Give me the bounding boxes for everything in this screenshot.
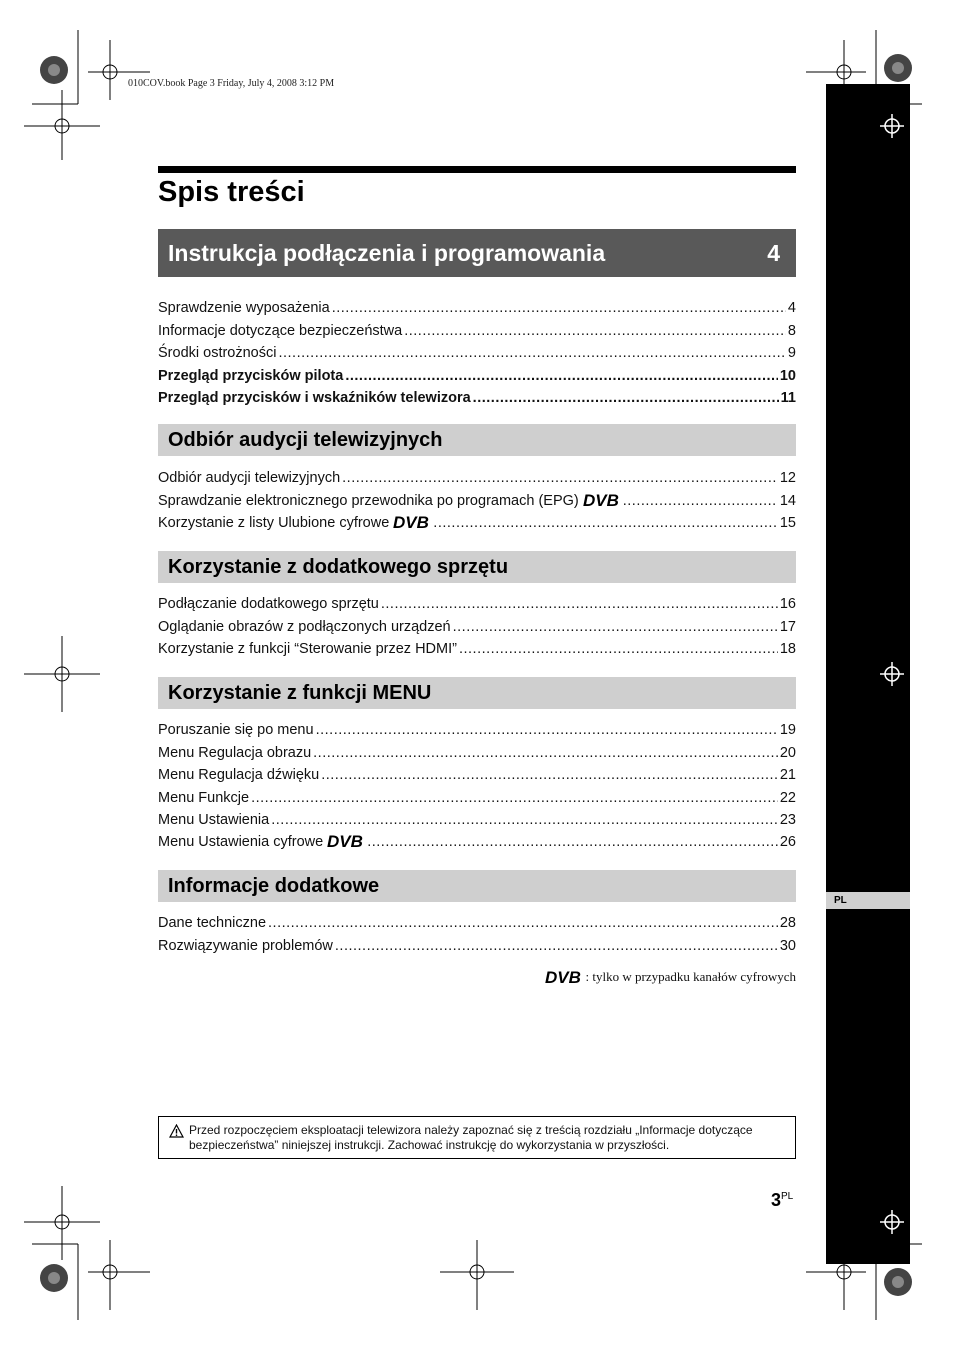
file-info: 010COV.book Page 3 Friday, July 4, 2008 3:12 PM xyxy=(128,78,335,89)
toc-entry[interactable] xyxy=(158,339,796,361)
toc-entry[interactable] xyxy=(158,716,796,738)
toc-entry[interactable] xyxy=(158,828,796,850)
section-title: Korzystanie z funkcji MENU xyxy=(168,681,432,704)
dot-leader xyxy=(345,368,778,384)
toc-label: Korzystanie z listy Ulubione cyfrowe xyxy=(158,515,390,532)
page-number: $3^{PL}$ xyxy=(771,1190,794,1210)
toc-entry[interactable] xyxy=(158,384,796,406)
toc-label: Sprawdzenie wyposażenia xyxy=(158,300,330,317)
toc-page: 12 xyxy=(779,470,796,487)
toc-page: 15 xyxy=(779,515,796,532)
dot-leader xyxy=(251,790,778,806)
toc-page: 10 xyxy=(779,367,796,384)
toc-page: 21 xyxy=(779,767,796,784)
toc-label: Korzystanie z funkcji “Sterowanie przez HDMI” xyxy=(158,641,457,658)
toc-page: 11 xyxy=(780,389,796,406)
toc-label: Sprawdzanie elektronicznego przewodnika po programach (EPG) xyxy=(158,492,579,509)
toc-label: Poruszanie się po menu xyxy=(158,722,314,739)
toc-page: 20 xyxy=(779,744,796,761)
dot-leader xyxy=(453,619,778,635)
section-title: Instrukcja podłączenia i programowania xyxy=(168,239,606,266)
section-title: Odbiór audycji telewizyjnych xyxy=(168,428,443,451)
dvb-icon xyxy=(327,832,363,850)
toc-label: Dane techniczne xyxy=(158,915,267,932)
dot-leader xyxy=(623,493,778,509)
dot-leader xyxy=(367,834,778,850)
toc-label: Informacje dotyczące bezpieczeństwa xyxy=(158,322,403,339)
toc-label: Środki ostrożności xyxy=(158,345,277,362)
toc-page: 30 xyxy=(779,937,796,954)
toc-label: Przegląd przycisków pilota xyxy=(158,367,344,384)
toc-label: Menu Ustawienia xyxy=(158,811,270,828)
warning-triangle-icon xyxy=(169,1124,184,1138)
dvb-note xyxy=(541,968,796,986)
dot-leader xyxy=(332,300,786,316)
toc-label: Menu Funkcje xyxy=(158,789,250,806)
toc-entry[interactable] xyxy=(158,612,796,634)
toc-page: 26 xyxy=(779,834,796,851)
toc-page: 18 xyxy=(779,641,796,658)
page-number-suffix: PL xyxy=(781,1191,794,1202)
toc-list-tv xyxy=(158,464,796,531)
safety-warning-box xyxy=(158,1116,796,1159)
section-header-equipment xyxy=(158,551,796,583)
toc-entry[interactable] xyxy=(158,635,796,657)
toc-entry[interactable] xyxy=(158,464,796,486)
toc-page: 28 xyxy=(779,915,796,932)
svg-text:DVB: DVB xyxy=(327,832,364,851)
title-rule xyxy=(158,166,796,173)
section-title: Korzystanie z dodatkowego sprzętu xyxy=(168,555,509,578)
toc-page: 17 xyxy=(779,618,796,635)
warning-text: Przed rozpoczęciem eksploatacji telewizora należy zapoznać się z treścią rozdziału „Informacje dotyczące bezpieczeństwa” niniejszej instrukcji. Zachować instrukcję do wykorzystania w przyszłości. xyxy=(189,1123,753,1152)
dot-leader xyxy=(459,641,778,657)
section-page: 4 xyxy=(767,239,780,266)
toc-page: 4 xyxy=(787,300,796,317)
toc-page: 23 xyxy=(779,811,796,828)
dot-leader xyxy=(278,345,785,361)
toc-entry[interactable] xyxy=(158,909,796,931)
section-header-additional xyxy=(158,870,796,902)
toc-label: Menu Ustawienia cyfrowe xyxy=(158,834,324,851)
language-label: PL xyxy=(826,892,910,909)
toc-entry[interactable] xyxy=(158,361,796,383)
dot-leader xyxy=(271,812,778,828)
section-header-menu xyxy=(158,677,796,709)
toc-entry[interactable] xyxy=(158,761,796,783)
svg-text:DVB: DVB xyxy=(544,968,581,986)
page-title: Spis treści xyxy=(158,176,305,208)
toc-entry[interactable] xyxy=(158,931,796,953)
toc-entry[interactable] xyxy=(158,738,796,760)
toc-label: Odbiór audycji telewizyjnych xyxy=(158,470,341,487)
toc-entry[interactable] xyxy=(158,783,796,805)
dot-leader xyxy=(316,722,778,738)
dvb-icon xyxy=(393,513,429,531)
toc-page: 9 xyxy=(787,345,796,362)
svg-text:DVB: DVB xyxy=(582,490,619,509)
toc-label: Podłączanie dodatkowego sprzętu xyxy=(158,596,379,613)
toc-label: Menu Regulacja obrazu xyxy=(158,744,312,761)
toc-label: Rozwiązywanie problemów xyxy=(158,937,333,954)
dot-leader xyxy=(335,938,778,954)
toc-list-equipment xyxy=(158,590,796,657)
dot-leader xyxy=(342,470,778,486)
toc-page: 19 xyxy=(779,722,796,739)
dot-leader xyxy=(313,745,778,761)
toc-page: 14 xyxy=(779,492,796,509)
dot-leader xyxy=(321,767,778,783)
dot-leader xyxy=(381,596,778,612)
section-header-tv xyxy=(158,424,796,456)
dvb-icon xyxy=(583,491,619,509)
dot-leader xyxy=(268,915,778,931)
toc-label: Przegląd przycisków i wskaźników telewizora xyxy=(158,389,471,406)
toc-page: 22 xyxy=(779,789,796,806)
svg-text:DVB: DVB xyxy=(393,513,430,532)
toc-list-setup xyxy=(158,294,796,406)
dvb-icon xyxy=(545,968,581,986)
toc-list-menu xyxy=(158,716,796,850)
toc-label: Menu Regulacja dźwięku xyxy=(158,767,320,784)
section-header-setup xyxy=(158,229,796,277)
toc-entry[interactable] xyxy=(158,486,796,508)
dot-leader xyxy=(473,390,779,406)
section-title: Informacje dodatkowe xyxy=(168,874,380,897)
toc-entry[interactable] xyxy=(158,316,796,338)
dot-leader xyxy=(404,323,786,339)
toc-label: Oglądanie obrazów z podłączonych urządzeń xyxy=(158,618,451,635)
toc-page: 8 xyxy=(787,322,796,339)
toc-page: 16 xyxy=(779,596,796,613)
toc-entry[interactable] xyxy=(158,294,796,316)
toc-entry[interactable] xyxy=(158,590,796,612)
dvb-note-text: : tylko w przypadku kanałów cyfrowych xyxy=(585,969,796,984)
toc-list-additional xyxy=(158,909,796,954)
dot-leader xyxy=(433,515,778,531)
toc-entry[interactable] xyxy=(158,806,796,828)
toc-entry[interactable] xyxy=(158,509,796,531)
